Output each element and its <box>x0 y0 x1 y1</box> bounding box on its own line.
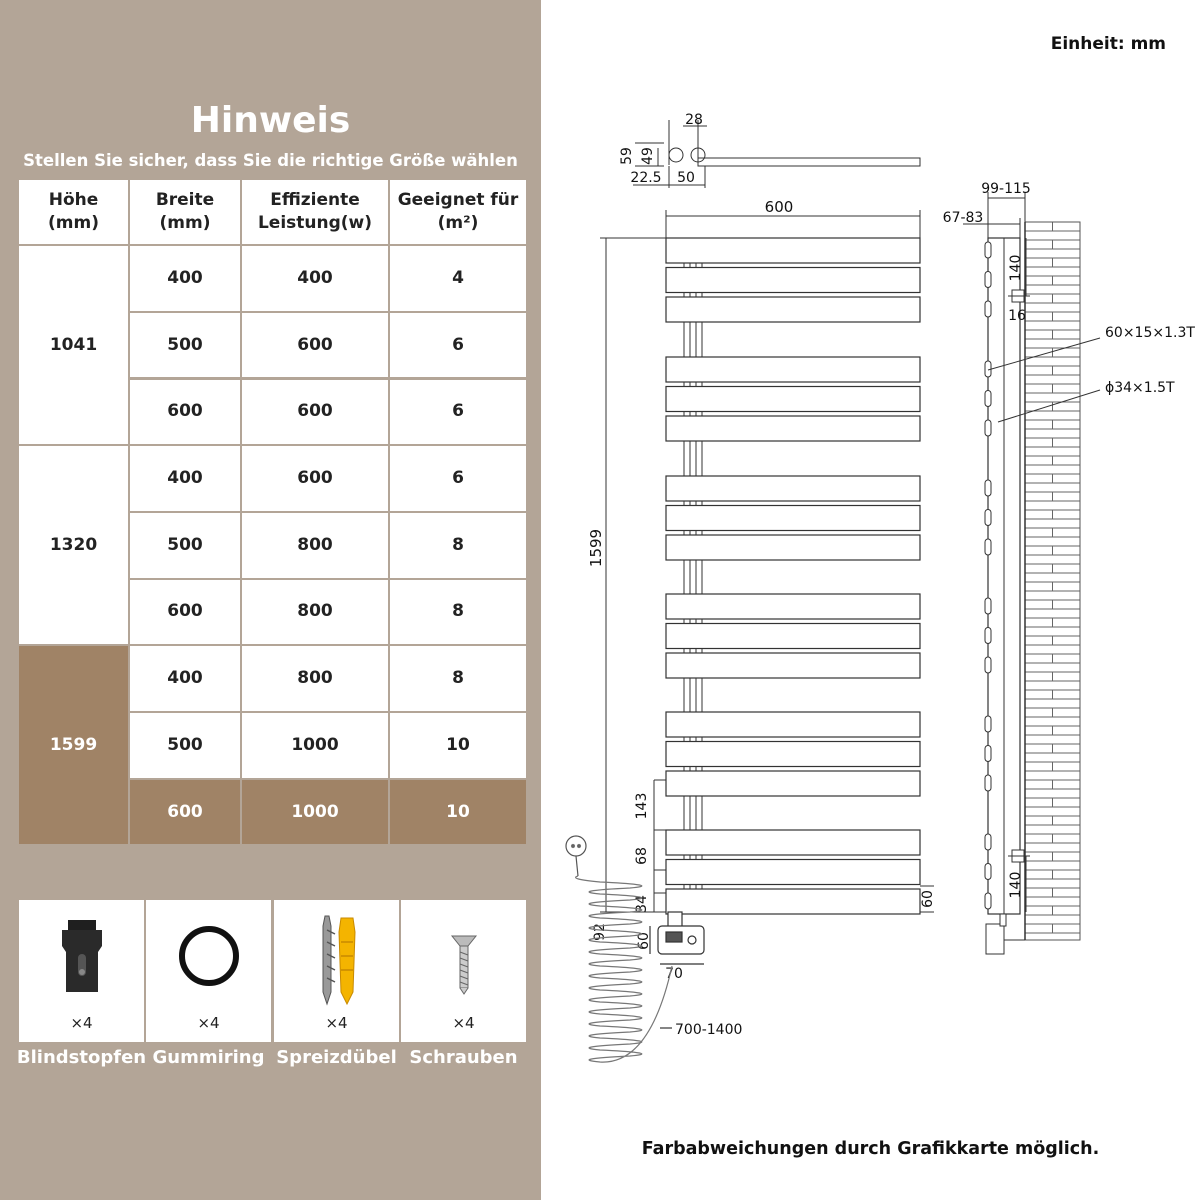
table-cell: 500 <box>130 313 240 378</box>
accessory-label: Schrauben <box>409 1047 518 1068</box>
accessory-label: Blindstopfen <box>16 1047 147 1068</box>
radiator-bar <box>666 416 920 441</box>
table-cell: 10 <box>390 780 526 845</box>
side-fin <box>985 598 991 614</box>
table-cell: 1000 <box>242 713 388 778</box>
dim-143: 143 <box>634 792 650 820</box>
radiator-bar <box>666 712 920 737</box>
radiator-bar <box>666 889 920 914</box>
side-fin <box>985 775 991 791</box>
size-table <box>19 180 526 846</box>
page-title: Hinweis <box>190 100 351 141</box>
dim-140-top: 140 <box>1008 254 1024 282</box>
table-cell: 400 <box>130 646 240 711</box>
table-cell: 800 <box>242 513 388 578</box>
dim-60-side: 60 <box>920 890 936 908</box>
radiator-bar <box>666 624 920 649</box>
side-fin <box>985 420 991 436</box>
table-cell: 400 <box>130 446 240 511</box>
heating-controller <box>650 912 704 964</box>
side-fin <box>985 628 991 644</box>
radiator-bar <box>666 860 920 885</box>
side-view <box>985 222 1080 954</box>
dim-49: 49 <box>640 147 656 165</box>
accessory-quantity: ×4 <box>197 1014 220 1032</box>
accessory-card <box>274 900 399 1042</box>
side-fin <box>985 539 991 555</box>
table-header-cell: Breite (mm) <box>130 180 240 244</box>
table-cell: 8 <box>390 646 526 711</box>
accessory-quantity: ×4 <box>325 1014 348 1032</box>
table-cell: 4 <box>390 246 526 311</box>
blind-plug-icon <box>19 916 144 1000</box>
side-fin <box>985 864 991 880</box>
table-cell: 10 <box>390 713 526 778</box>
unit-label: Einheit: mm <box>1050 34 1166 54</box>
side-fin <box>985 391 991 407</box>
dim-140-bottom: 140 <box>1008 871 1024 899</box>
table-cell: 8 <box>390 580 526 645</box>
table-cell: 500 <box>130 513 240 578</box>
side-fin <box>985 893 991 909</box>
radiator-bar <box>666 268 920 293</box>
technical-drawing <box>541 0 1200 1130</box>
table-cell: 600 <box>242 446 388 511</box>
radiator-bar <box>666 387 920 412</box>
side-fin <box>985 834 991 850</box>
table-cell: 400 <box>130 246 240 311</box>
radiator-bar <box>666 771 920 796</box>
pipe-label: ϕ34×1.5T <box>1105 380 1175 396</box>
table-cell: 600 <box>130 380 240 445</box>
dim-height: 1599 <box>587 528 605 568</box>
height-dimension <box>600 238 666 912</box>
side-fin <box>985 272 991 288</box>
dim-70: 70 <box>665 966 683 982</box>
dim-67-83: 67-83 <box>942 210 984 226</box>
radiator-bar <box>666 830 920 855</box>
table-cell: 1000 <box>242 780 388 845</box>
dim-width: 600 <box>764 198 794 216</box>
side-fin <box>985 480 991 496</box>
accessory-label: Gummiring <box>152 1047 265 1068</box>
profile-label: 60×15×1.3T <box>1105 325 1195 341</box>
side-fin <box>985 746 991 762</box>
dim-50: 50 <box>677 170 695 186</box>
table-cell: 8 <box>390 513 526 578</box>
radiator-bar <box>666 297 920 322</box>
wall-plug-icon <box>274 912 399 1016</box>
accessory-label: Spreizdübel <box>276 1047 397 1068</box>
accessory-quantity: ×4 <box>452 1014 475 1032</box>
table-cell: 6 <box>390 313 526 378</box>
radiator-bar <box>666 506 920 531</box>
table-cell: 6 <box>390 380 526 445</box>
table-cell: 600 <box>242 313 388 378</box>
dim-16: 16 <box>1008 308 1026 324</box>
dim-68: 68 <box>634 847 650 865</box>
screw-icon <box>401 930 526 1004</box>
dim-28: 28 <box>685 112 703 128</box>
side-fin <box>985 242 991 258</box>
side-fin <box>985 301 991 317</box>
dim-22-5: 22.5 <box>630 170 662 186</box>
table-header-cell: Geeignet für (m²) <box>390 180 526 244</box>
accessory-card <box>401 900 526 1042</box>
radiator-bar <box>666 357 920 382</box>
dim-99-115: 99-115 <box>981 181 1031 197</box>
table-header-cell: Effiziente Leistung(w) <box>242 180 388 244</box>
dim-59: 59 <box>619 147 635 165</box>
accessory-card <box>146 900 271 1042</box>
table-cell: 400 <box>242 246 388 311</box>
radiator-bar <box>666 653 920 678</box>
height-cell: 1320 <box>19 446 128 644</box>
page-subtitle: Stellen Sie sicher, dass Sie die richtige Größe wählen <box>23 151 518 170</box>
dim-34: 34 <box>634 895 650 913</box>
accessory-card <box>19 900 144 1042</box>
left-panel <box>0 0 541 1200</box>
table-cell: 600 <box>130 780 240 845</box>
dim-60-controller: 60 <box>636 932 652 950</box>
accessory-quantity: ×4 <box>70 1014 93 1032</box>
table-cell: 6 <box>390 446 526 511</box>
front-view <box>666 238 920 914</box>
height-cell: 1041 <box>19 246 128 444</box>
table-cell: 800 <box>242 580 388 645</box>
height-cell: 1599 <box>19 646 128 844</box>
side-fin <box>985 657 991 673</box>
radiator-bar <box>666 594 920 619</box>
table-cell: 500 <box>130 713 240 778</box>
table-cell: 600 <box>130 580 240 645</box>
table-cell: 600 <box>242 380 388 445</box>
rubber-ring-icon <box>146 916 271 1000</box>
radiator-bar <box>666 476 920 501</box>
top-view <box>633 120 920 188</box>
table-cell: 800 <box>242 646 388 711</box>
radiator-bar <box>666 238 920 263</box>
dim-cable: 700-1400 <box>675 1022 743 1038</box>
radiator-bar <box>666 742 920 767</box>
side-fin <box>985 716 991 732</box>
dim-92: 92 <box>592 923 608 941</box>
color-deviation-note: Farbabweichungen durch Grafikkarte möglich. <box>641 1139 1100 1159</box>
side-fin <box>985 510 991 526</box>
radiator-bar <box>666 535 920 560</box>
table-header-cell: Höhe (mm) <box>19 180 128 244</box>
